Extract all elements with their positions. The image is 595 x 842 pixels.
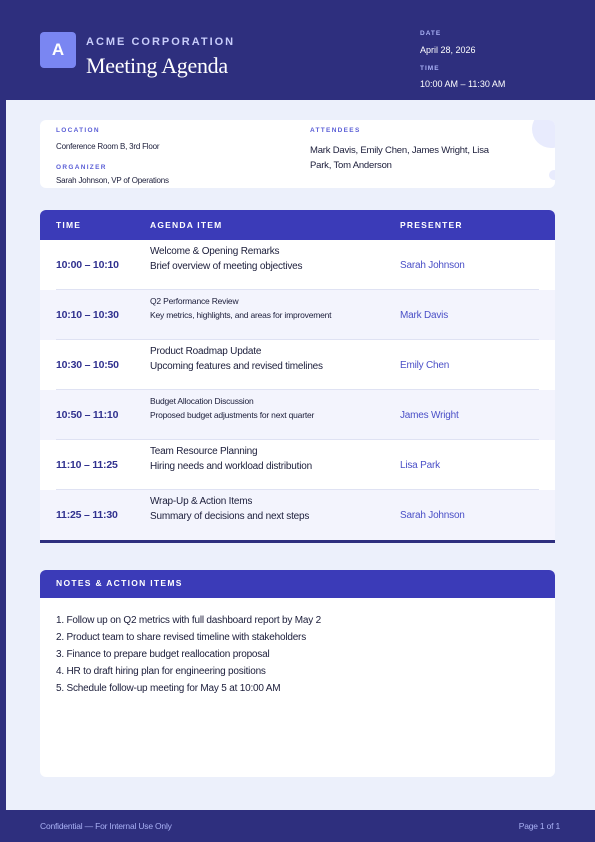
agenda-table: [40, 210, 555, 543]
attendees-label: ATTENDEES: [310, 127, 361, 134]
row-presenter: Mark Davis: [400, 310, 449, 321]
column-header-agenda-item: AGENDA ITEM: [150, 220, 223, 230]
row-description: Proposed budget adjustments for next quarter: [150, 410, 315, 420]
table-row: [40, 240, 555, 290]
row-description: Hiring needs and workload distribution: [150, 461, 312, 472]
row-presenter: Emily Chen: [400, 360, 450, 371]
confidentiality-note: Confidential — For Internal Use Only: [40, 821, 172, 831]
row-time: 11:25 – 11:30: [56, 509, 118, 521]
list-item: 1. Follow up on Q2 metrics with full dashboard report by May 2: [56, 615, 321, 626]
row-title: Team Resource Planning: [150, 446, 258, 457]
footer: [0, 810, 595, 842]
left-accent-strip: [0, 100, 6, 810]
row-title: Budget Allocation Discussion: [150, 396, 254, 406]
table-row: [40, 440, 555, 490]
row-presenter: Sarah Johnson: [400, 260, 465, 271]
location-value: Conference Room B, 3rd Floor: [56, 142, 160, 151]
date-label: DATE: [420, 30, 442, 37]
list-item: 3. Finance to prepare budget reallocation proposal: [56, 649, 270, 660]
organizer-value: Sarah Johnson, VP of Operations: [56, 176, 169, 185]
location-label: LOCATION: [56, 127, 100, 134]
row-title: Wrap-Up & Action Items: [150, 496, 253, 507]
row-time: 10:30 – 10:50: [56, 359, 119, 371]
row-title: Q2 Performance Review: [150, 296, 239, 306]
meeting-info-card: [40, 120, 555, 188]
row-time: 10:10 – 10:30: [56, 309, 119, 321]
organizer-label: ORGANIZER: [56, 164, 107, 171]
row-time: 11:10 – 11:25: [56, 459, 118, 471]
row-presenter: Lisa Park: [400, 460, 440, 471]
notes-section: [40, 570, 555, 777]
time-label: TIME: [420, 65, 440, 72]
row-title: Welcome & Opening Remarks: [150, 246, 280, 257]
list-item: 4. HR to draft hiring plan for engineering positions: [56, 666, 266, 677]
attendees-value: Mark Davis, Emily Chen, James Wright, Lisa Park, Tom Anderson: [310, 145, 489, 171]
row-time: 10:00 – 10:10: [56, 259, 119, 271]
table-row: [40, 490, 555, 540]
row-description: Upcoming features and revised timelines: [150, 361, 323, 372]
notes-title: NOTES & ACTION ITEMS: [56, 578, 183, 588]
notes-list: [56, 612, 321, 697]
row-presenter: James Wright: [400, 410, 459, 421]
table-row: [40, 340, 555, 390]
time-value: 10:00 AM – 11:30 AM: [420, 79, 506, 89]
column-header-presenter: PRESENTER: [400, 220, 463, 230]
decorative-dot: [549, 170, 555, 180]
date-value: April 28, 2026: [420, 45, 476, 55]
company-name: ACME CORPORATION: [86, 36, 236, 48]
list-item: 2. Product team to share revised timeline with stakeholders: [56, 632, 306, 643]
page-number: Page 1 of 1: [518, 821, 560, 831]
row-time: 10:50 – 11:10: [56, 409, 119, 421]
notes-header: [40, 570, 555, 598]
header: [0, 0, 595, 100]
list-item: 5. Schedule follow-up meeting for May 5 at 10:00 AM: [56, 683, 281, 694]
agenda-table-header: [40, 210, 555, 240]
column-header-time: TIME: [56, 220, 82, 230]
company-logo: A: [40, 32, 76, 68]
row-description: Key metrics, highlights, and areas for improvement: [150, 310, 332, 320]
row-title: Product Roadmap Update: [150, 346, 262, 357]
table-row: [40, 390, 555, 440]
decorative-circle: [532, 120, 555, 148]
document-title: Meeting Agenda: [86, 53, 228, 78]
row-description: Brief overview of meeting objectives: [150, 261, 303, 272]
row-presenter: Sarah Johnson: [400, 510, 465, 521]
row-description: Summary of decisions and next steps: [150, 511, 310, 522]
table-row: [40, 290, 555, 340]
